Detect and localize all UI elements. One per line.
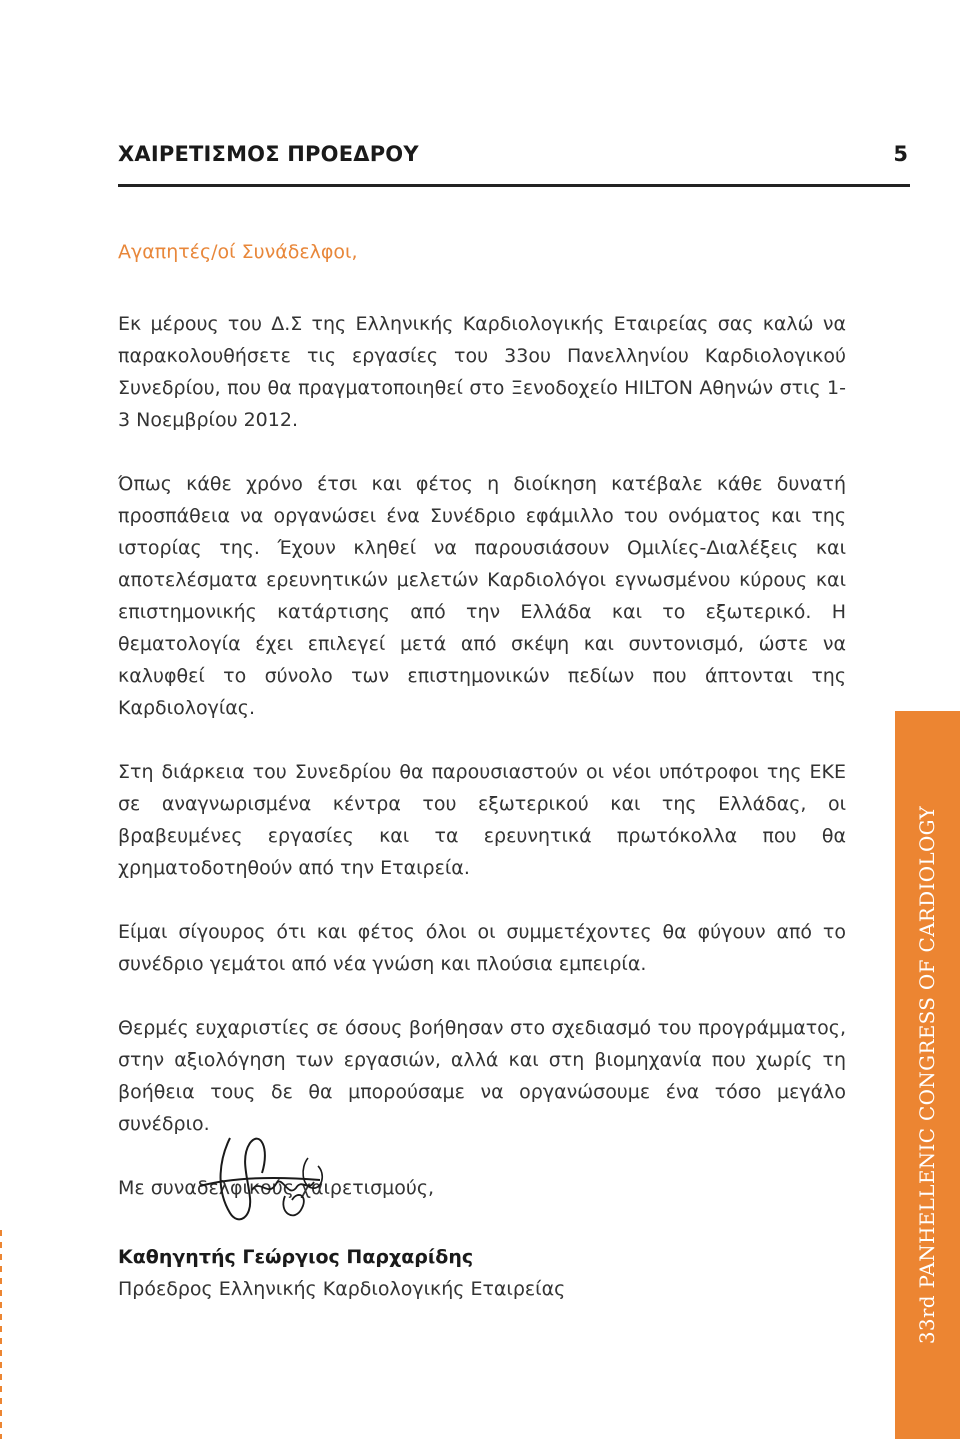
- paragraph-3: Στη διάρκεια του Συνεδρίου θα παρουσιαστούν οι νέοι υπότροφοι της ΕΚΕ σε αναγνωρισμένα κέντρα του εξωτερικού και της Ελλάδας, οι βραβευμένες εργασίες και τα ερευνητικά πρωτόκολλα που θα χρηματοδοτηθούν από την Εταιρεία.: [118, 761, 846, 879]
- paragraph-2: Όπως κάθε χρόνο έτσι και φέτος η διοίκηση κατέβαλε κάθε δυνατή προσπάθεια να οργανώσει ένα Συνέδριο εφάμιλλο του ονόματος και της ιστορίας της. Έχουν κληθεί να παρουσιάσουν Ομιλίες-Διαλέξεις και αποτελέσματα ερευνητικών μελετών Καρδιολόγοι εγνωσμένου κύρους και επιστημονικής κατάρτισης από την Ελλάδα και το εξωτερικό. Η θεματολογία έχει επιλεγεί μετά από σκέψη και συντονισμό, ώστε να καλυφθεί το σύνολο των επιστημονικών πεδίων που άπτονται της Καρδιολογίας.: [118, 473, 846, 719]
- congress-side-band: [895, 711, 960, 1439]
- signer-name: Καθηγητής Γεώργιος Παρχαρίδης: [118, 1246, 474, 1268]
- handwritten-signature: [190, 1118, 340, 1238]
- page-number: 5: [893, 142, 908, 166]
- decorative-dashed-line: [0, 1230, 2, 1439]
- paragraph-4: Είμαι σίγουρος ότι και φέτος όλοι οι συμμετέχοντες θα φύγουν από το συνέδριο γεμάτοι από νέα γνώση και πλούσια εμπειρία.: [118, 921, 846, 975]
- letter-body: [118, 236, 846, 1204]
- paragraph-1: Εκ μέρους του Δ.Σ της Ελληνικής Καρδιολογικής Εταιρείας σας καλώ να παρακολουθήσετε τις εργασίες του 33ου Πανελληνίου Καρδιολογικού Συνεδρίου, που θα πραγματοποιηθεί στο Ξενοδοχείο HILTON Αθηνών στις 1-3 Νοεμβρίου 2012.: [118, 313, 846, 431]
- closing-line: Με συναδελφικούς χαιρετισμούς,: [118, 1177, 435, 1199]
- paragraph-5: Θερμές ευχαριστίες σε όσους βοήθησαν στο σχεδιασμό του προγράμματος, στην αξιολόγηση των εργασιών, αλλά και στη βιομηχανία που χωρίς τη βοήθεια τους δε θα μπορούσαμε να οργανώσουμε ένα τόσο μεγάλο συνέδριο.: [118, 1017, 846, 1135]
- congress-side-text: 33rd PANHELLENIC CONGRESS OF CARDIOLOGY: [915, 805, 939, 1345]
- salutation: Αγαπητές/οί Συνάδελφοι,: [118, 241, 358, 263]
- page-header: [118, 138, 910, 187]
- page-title: ΧΑΙΡΕΤΙΣΜΟΣ ΠΡΟΕΔΡΟΥ: [118, 142, 419, 166]
- signer-role: Πρόεδρος Ελληνικής Καρδιολογικής Εταιρείας: [118, 1278, 566, 1300]
